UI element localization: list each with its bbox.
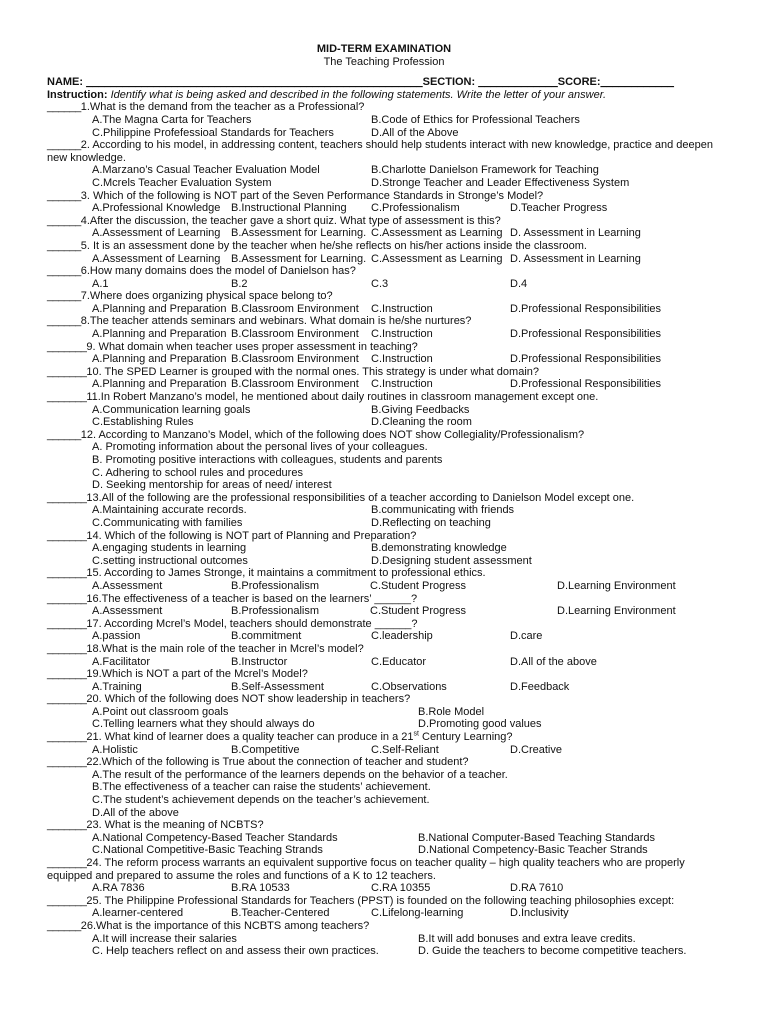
question-text: 16.The effectiveness of a teacher is based on the learners’ ______?	[86, 592, 418, 605]
choice-d: D.Professional Responsibilities	[510, 328, 662, 341]
choice-row	[47, 404, 721, 417]
question-text: 14. Which of the following is NOT part of Planning and Preparation?	[86, 529, 417, 542]
answer-blank[interactable]: _______	[47, 529, 87, 542]
question-stem	[47, 567, 721, 580]
choice-a: A.Planning and Preparation	[92, 378, 227, 391]
question-21	[47, 731, 721, 756]
choice-row	[47, 605, 721, 618]
question-stem	[47, 139, 721, 164]
choice-d: D.Designing student assessment	[371, 554, 532, 567]
student-info-line	[47, 76, 721, 89]
answer-blank[interactable]: ______	[47, 189, 81, 202]
choice-b: B.Self-Assessment	[231, 680, 324, 693]
question-stem	[47, 290, 721, 303]
choice-row	[47, 718, 721, 731]
choice-a: A.1	[92, 277, 109, 290]
choice-c: C.National Competitive-Basic Teaching Strands	[92, 844, 323, 857]
question-4	[47, 215, 721, 240]
question-stem	[47, 190, 721, 203]
choice-b: B.Professionalism	[231, 605, 320, 618]
answer-blank[interactable]: _______	[47, 668, 87, 681]
answer-blank[interactable]: _______	[47, 567, 87, 580]
question-text: 12. According to Manzano’s Model, which of the following does NOT show Collegiality/Professionalism?	[80, 428, 585, 441]
choice-d: D. Assessment in Learning	[510, 252, 641, 265]
question-23	[47, 819, 721, 857]
question-stem	[47, 530, 721, 543]
choice-b: B.Teacher-Centered	[231, 907, 330, 920]
question-15	[47, 567, 721, 592]
choice-a: A.Point out classroom goals	[92, 705, 229, 718]
question-text: 21. What kind of learner does a quality teacher can produce in a 21	[86, 731, 414, 744]
question-2	[47, 139, 721, 189]
question-text: 15. According to James Stronge, it maintains a commitment to professional ethics.	[86, 567, 486, 580]
choice-b: B.Code of Ethics for Professional Teachers	[371, 113, 580, 126]
question-text: 26.What is the importance of this NCBTS among teachers?	[80, 919, 370, 932]
choice-d: D.All of the above	[510, 655, 597, 668]
question-text: 20. Which of the following does NOT show leadership in teachers?	[86, 693, 411, 706]
question-text: 23. What is the meaning of NCBTS?	[86, 819, 264, 832]
question-17	[47, 618, 721, 643]
question-text: 7.Where does organizing physical space belong to?	[80, 290, 333, 303]
choice-b: B.Giving Feedbacks	[371, 403, 470, 416]
question-25	[47, 895, 721, 920]
answer-blank[interactable]: ______	[47, 239, 81, 252]
choice-b: B.Charlotte Danielson Framework for Teaching	[371, 164, 599, 177]
choice-b: B.2	[231, 277, 248, 290]
question-stem	[47, 215, 721, 228]
choice-c: C.Assessment as Learning	[371, 227, 503, 240]
choice-a: A.learner-centered	[92, 907, 184, 920]
choice-a: A.National Competency-Based Teacher Standards	[92, 831, 338, 844]
choice-d: D.Creative	[510, 743, 562, 756]
choice-c: C.Telling learners what they should always do	[92, 718, 315, 731]
choice-c: C. Help teachers reflect on and assess their own practices.	[92, 945, 379, 958]
choice-row	[47, 555, 721, 568]
choice-c: C.Instruction	[371, 302, 433, 315]
question-text: 13.All of the following are the professional responsibilities of a teacher according to Danielson Model except one.	[86, 491, 635, 504]
question-stem	[47, 693, 721, 706]
question-stem	[47, 366, 721, 379]
question-9	[47, 341, 721, 366]
question-stem	[47, 240, 721, 253]
choice-row	[47, 517, 721, 530]
instruction-label: Instruction:	[47, 88, 108, 101]
choice-row	[47, 882, 721, 895]
question-text: 11.In Robert Manzano’s model, he mentioned about daily routines in classroom management except one.	[86, 391, 599, 404]
question-19	[47, 668, 721, 693]
question-text: 19.Which is NOT a part of the Mcrel’s Model?	[86, 668, 308, 681]
question-text: 18.What is the main role of the teacher in Mcrel’s model?	[86, 642, 364, 655]
question-stem	[47, 920, 721, 933]
answer-blank[interactable]: _______	[47, 642, 87, 655]
question-stem	[47, 265, 721, 278]
question-12	[47, 429, 721, 492]
choice-row	[47, 781, 721, 794]
score-label: SCORE:	[557, 76, 601, 89]
choice-row	[47, 504, 721, 517]
instruction	[47, 89, 721, 102]
answer-blank[interactable]: ______	[47, 315, 81, 328]
choice-c: C.Communicating with families	[92, 516, 243, 529]
choice-c: C.Observations	[371, 680, 447, 693]
answer-blank[interactable]: _______	[47, 857, 87, 869]
choice-c: C.Instruction	[371, 328, 433, 341]
question-text: 4.After the discussion, the teacher gave a short quiz. What type of assessment is this?	[80, 214, 501, 227]
choice-b: B.Classroom Environment	[231, 353, 359, 366]
question-text: 17. According Mcrel’s Model, teachers should demonstrate ______?	[86, 617, 418, 630]
choice-d: D.RA 7610	[510, 882, 564, 895]
choice-c: C.RA 10355	[371, 882, 431, 895]
choice-row	[47, 580, 721, 593]
choice-c: C.The student’s achievement depends on the teacher’s achievement.	[92, 794, 430, 807]
question-8	[47, 315, 721, 340]
choice-row	[47, 278, 721, 291]
ordinal-suffix: st	[413, 730, 419, 738]
choice-b: B.demonstrating knowledge	[371, 542, 507, 555]
question-22	[47, 756, 721, 819]
answer-blank[interactable]: _______	[47, 365, 87, 378]
choice-a: A.Training	[92, 680, 142, 693]
choice-d: D.4	[510, 277, 528, 290]
choice-d: D.Professional Responsibilities	[510, 353, 662, 366]
question-stem	[47, 315, 721, 328]
answer-blank[interactable]: ______	[47, 265, 81, 278]
choice-b: B.Instructional Planning	[231, 202, 347, 215]
answer-blank[interactable]: _______	[47, 391, 87, 404]
choice-a: A.The Magna Carta for Teachers	[92, 113, 252, 126]
choice-c: C.Assessment as Learning	[371, 252, 503, 265]
choice-c: C.setting instructional outcomes	[92, 554, 248, 567]
choice-a: A.Assessment of Learning	[92, 252, 221, 265]
choice-row	[47, 656, 721, 669]
choice-row	[47, 227, 721, 240]
question-stem	[47, 391, 721, 404]
question-11	[47, 391, 721, 429]
choice-a: A.engaging students in learning	[92, 542, 247, 555]
choice-b: B.Role Model	[418, 705, 485, 718]
question-16	[47, 593, 721, 618]
choice-a: A.Assessment of Learning	[92, 227, 221, 240]
answer-blank[interactable]: ______	[47, 919, 81, 932]
answer-blank[interactable]: _______	[47, 592, 87, 605]
answer-blank[interactable]: _______	[47, 894, 87, 907]
question-stem	[47, 731, 721, 744]
question-7	[47, 290, 721, 315]
question-14	[47, 530, 721, 568]
question-text: 24. The reform process warrants an equivalent supportive focus on teacher quality – high quality teachers who are properly equipped and prepared to assume the roles and functions of a K to 12 teachers.	[47, 857, 685, 882]
question-text: 3. Which of the following is NOT part of the Seven Performance Standards in Stronge’s Model?	[80, 189, 544, 202]
name-label: NAME:	[47, 76, 84, 89]
question-stem	[47, 819, 721, 832]
choice-d: D.care	[510, 630, 543, 643]
choice-a: A.Planning and Preparation	[92, 302, 227, 315]
exam-page	[47, 43, 721, 958]
choice-a: A.Holistic	[92, 743, 138, 756]
answer-blank[interactable]: _______	[47, 491, 87, 504]
choice-a: A.Communication learning goals	[92, 403, 251, 416]
choice-row	[47, 353, 721, 366]
exam-title: MID-TERM EXAMINATION	[316, 43, 452, 55]
choice-row	[47, 467, 721, 480]
choice-d: D.Feedback	[510, 680, 570, 693]
instruction-text: Identify what is being asked and described in the following statements. Write the letter of your answer.	[110, 88, 607, 101]
choice-b: B.communicating with friends	[371, 504, 515, 517]
question-text: 10. The SPED Learner is grouped with the normal ones. This strategy is under what domain?	[86, 365, 540, 378]
question-6	[47, 265, 721, 290]
question-text: 8.The teacher attends seminars and webinars. What domain is he/she nurtures?	[80, 315, 472, 328]
choice-c: C.Lifelong-learning	[371, 907, 464, 920]
question-text: 22.Which of the following is True about the connection of teacher and student?	[86, 756, 469, 769]
question-stem	[47, 429, 721, 442]
choice-d: D. Guide the teachers to become competitive teachers.	[418, 945, 687, 958]
section-field[interactable]: _____________	[478, 76, 558, 89]
answer-blank[interactable]: _______	[47, 819, 87, 832]
choice-row	[47, 907, 721, 920]
question-text-end: Century Learning?	[418, 731, 513, 744]
choice-row	[47, 114, 721, 127]
answer-blank[interactable]: _______	[47, 340, 87, 353]
question-stem	[47, 618, 721, 631]
choice-a: A.Assessment	[92, 579, 163, 592]
choice-d: D.Promoting good values	[418, 718, 542, 731]
choice-row	[47, 844, 721, 857]
choice-b: B. Promoting positive interactions with colleagues, students and parents	[92, 454, 443, 466]
question-5	[47, 240, 721, 265]
choice-a: A.Maintaining accurate records.	[92, 504, 247, 517]
choice-a: A.Professional Knowledge	[92, 202, 221, 215]
choice-row	[47, 794, 721, 807]
choice-d: D.Professional Responsibilities	[510, 378, 662, 391]
question-text: 1.What is the demand from the teacher as a Professional?	[80, 101, 365, 114]
choice-a: A.passion	[92, 630, 141, 643]
question-text: 2. According to his model, in addressing content, teachers should help students interact with new knowledge, practice and deepen new knowledge.	[47, 139, 713, 164]
choice-row	[47, 769, 721, 782]
choice-row	[47, 416, 721, 429]
question-stem	[47, 895, 721, 908]
answer-blank[interactable]: ______	[47, 428, 81, 441]
choice-d: D.Professional Responsibilities	[510, 302, 662, 315]
choice-d: D.Reflecting on teaching	[371, 516, 491, 529]
choice-a: A.The result of the performance of the learners depends on the behavior of a teacher.	[92, 768, 508, 781]
choice-a: A.Facilitator	[92, 655, 151, 668]
answer-blank[interactable]: _______	[47, 617, 87, 630]
question-26	[47, 920, 721, 958]
choice-d: D.Learning Environment	[557, 579, 676, 592]
choice-b: B.Classroom Environment	[231, 328, 359, 341]
question-stem	[47, 643, 721, 656]
choice-row	[47, 328, 721, 341]
choice-c: C.Educator	[371, 655, 427, 668]
choice-a: A.Planning and Preparation	[92, 353, 227, 366]
question-13	[47, 492, 721, 530]
question-20	[47, 693, 721, 731]
answer-blank[interactable]: ______	[47, 214, 81, 227]
choice-d: D.Cleaning the room	[371, 416, 472, 429]
choice-c: C.Philippine Profefessioal Standards for Teachers	[92, 126, 334, 139]
choice-row	[47, 807, 721, 820]
choice-a: A.Planning and Preparation	[92, 328, 227, 341]
choice-b: B.Assessment for Learning.	[231, 252, 367, 265]
choice-c: C.leadership	[371, 630, 433, 643]
choice-d: D.Learning Environment	[557, 605, 676, 618]
question-text: 9. What domain when teacher uses proper assessment in teaching?	[86, 340, 418, 353]
choice-d: D.National Competency-Basic Teacher Strands	[418, 844, 648, 857]
choice-b: B.Instructor	[231, 655, 288, 668]
question-stem	[47, 593, 721, 606]
choice-d: D. Seeking mentorship for areas of need/ interest	[92, 479, 332, 492]
choice-b: B.RA 10533	[231, 882, 290, 895]
question-text: 6.How many domains does the model of Danielson has?	[80, 265, 356, 278]
choice-row	[47, 630, 721, 643]
choice-c: C.Establishing Rules	[92, 416, 194, 429]
question-stem	[47, 492, 721, 505]
choice-row	[47, 933, 721, 946]
question-text: 25. The Philippine Professional Standards for Teachers (PPST) is founded on the following teaching philosophies except:	[86, 894, 675, 907]
answer-blank[interactable]: ______	[47, 139, 81, 152]
choice-b: B.Competitive	[231, 743, 300, 756]
answer-blank[interactable]: _______	[47, 756, 87, 769]
question-stem	[47, 756, 721, 769]
choice-c: C.Mcrels Teacher Evaluation System	[92, 176, 272, 189]
choice-b: B.National Computer-Based Teaching Standards	[418, 831, 656, 844]
question-1	[47, 101, 721, 139]
choice-row	[47, 744, 721, 757]
section-label: SECTION:	[422, 76, 476, 89]
question-stem	[47, 101, 721, 114]
choice-c: C.Student Progress	[370, 605, 466, 618]
choice-row	[47, 202, 721, 215]
choice-b: B.It will add bonuses and extra leave credits.	[418, 932, 636, 945]
choice-row	[47, 945, 721, 958]
question-10	[47, 366, 721, 391]
choice-row	[47, 177, 721, 190]
choice-row	[47, 378, 721, 391]
choice-c: C.Student Progress	[370, 579, 466, 592]
question-text: 5. It is an assessment done by the teacher when he/she reflects on his/her actions inside the classroom.	[80, 239, 587, 252]
choice-a: A. Promoting information about the personal lives of your colleagues.	[92, 441, 428, 454]
choice-row	[47, 253, 721, 266]
choice-row	[47, 454, 721, 467]
choice-d: D.Stronge Teacher and Leader Effectiveness System	[371, 176, 630, 189]
choice-d: D. Assessment in Learning	[510, 227, 641, 240]
name-field[interactable]: _______________________________________________________	[86, 76, 423, 89]
answer-blank[interactable]: _______	[47, 693, 87, 706]
choice-row	[47, 127, 721, 140]
choice-row	[47, 479, 721, 492]
choice-a: A.RA 7836	[92, 882, 145, 895]
choice-d: D.Inclusivity	[510, 907, 569, 920]
question-24	[47, 857, 721, 895]
choice-c: C.Instruction	[371, 378, 433, 391]
answer-blank[interactable]: _______	[47, 731, 87, 744]
answer-blank[interactable]: ______	[47, 290, 81, 303]
choice-row	[47, 164, 721, 177]
choice-b: B.The effectiveness of a teacher can raise the students’ achievement.	[92, 781, 431, 794]
question-list	[47, 101, 721, 957]
choice-row	[47, 706, 721, 719]
choice-b: B.Professionalism	[231, 579, 320, 592]
choice-row	[47, 542, 721, 555]
choice-b: B.Classroom Environment	[231, 378, 359, 391]
choice-d: D.All of the above	[92, 806, 179, 819]
choice-d: D.All of the Above	[371, 126, 459, 139]
question-18	[47, 643, 721, 668]
choice-row	[47, 303, 721, 316]
choice-c: C. Adhering to school rules and procedures	[92, 466, 303, 479]
choice-d: D.Teacher Progress	[510, 202, 608, 215]
score-field[interactable]: ____________	[600, 76, 674, 89]
answer-blank[interactable]: ______	[47, 101, 81, 114]
choice-row	[47, 832, 721, 845]
choice-row	[47, 681, 721, 694]
question-stem	[47, 857, 721, 882]
choice-a: A.It will increase their salaries	[92, 932, 237, 945]
choice-a: A.Assessment	[92, 605, 163, 618]
question-stem	[47, 341, 721, 354]
choice-a: A.Marzano’s Casual Teacher Evaluation Model	[92, 164, 320, 177]
choice-b: B.commitment	[231, 630, 302, 643]
choice-c: C.Professionalism	[371, 202, 460, 215]
choice-c: C.Self-Reliant	[371, 743, 439, 756]
choice-b: B.Assessment for Learning.	[231, 227, 367, 240]
choice-row	[47, 441, 721, 454]
question-3	[47, 190, 721, 215]
choice-c: C.3	[371, 277, 389, 290]
exam-subtitle: The Teaching Profession	[323, 55, 445, 68]
choice-b: B.Classroom Environment	[231, 302, 359, 315]
question-stem	[47, 668, 721, 681]
choice-c: C.Instruction	[371, 353, 433, 366]
